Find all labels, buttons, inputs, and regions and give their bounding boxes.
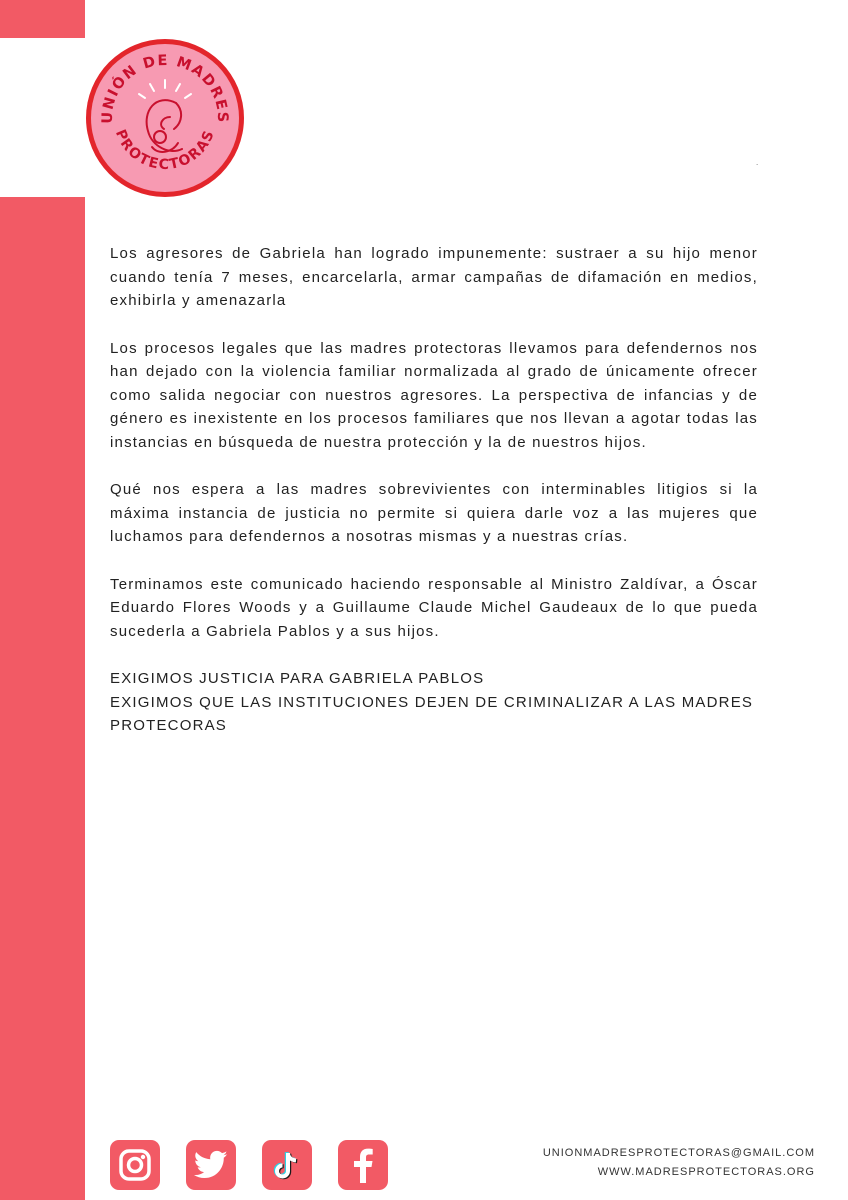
- paragraph-4: Terminamos este comunicado haciendo responsable al Ministro Zaldívar, a Óscar Eduardo Flores Woods y a Guillaume Claude Michel Gaudeaux de lo que pueda sucederla a Gabriela Pablos y a sus hijos.: [110, 575, 758, 640]
- facebook-icon: [352, 1147, 374, 1183]
- letter-body: [110, 242, 758, 738]
- facebook-button[interactable]: [338, 1140, 388, 1190]
- paragraph-2: Los procesos legales que las madres protectoras llevamos para defendernos nos han dejado con la violencia familiar normalizada al grado de únicamente ofrecer como salida negociar con nuestros agresores. La perspectiva de infancias y de género es inexistente en los procesos familiares que nos llevan a agotar todas las instancias en búsqueda de nuestra protección y la de nuestros hijos.: [110, 339, 758, 451]
- logo: [84, 37, 246, 199]
- sidebar-accent-top: [0, 0, 85, 38]
- contact-info: [543, 1144, 815, 1182]
- demand-2: EXIGIMOS QUE LAS INSTITUCIONES DEJEN DE CRIMINALIZAR A LAS MADRES PROTECORAS: [110, 693, 754, 734]
- social-links: [110, 1140, 388, 1190]
- page-marker: .: [756, 158, 759, 167]
- twitter-button[interactable]: [186, 1140, 236, 1190]
- contact-website[interactable]: WWW.MADRESPROTECTORAS.ORG: [597, 1166, 815, 1178]
- logo-title-bottom: PROTECTORAS: [111, 127, 219, 174]
- instagram-button[interactable]: [110, 1140, 160, 1190]
- demand-1: EXIGIMOS JUSTICIA PARA GABRIELA PABLOS: [110, 670, 485, 687]
- sidebar-accent: [0, 197, 85, 1200]
- paragraph-3: Qué nos espera a las madres sobrevivientes con interminables litigios si la máxima instancia de justicia no permite si quiera darle voz a las mujeres que luchamos para defendernos a nosotras mismas y a nuestras crías.: [110, 481, 758, 545]
- paragraph-1: Los agresores de Gabriela han logrado impunemente: sustraer a su hijo menor cuando tenía 7 meses, encarcelarla, armar campañas de difamación en medios, exhibirla y amenazarla: [110, 245, 758, 309]
- tiktok-button[interactable]: [262, 1140, 312, 1190]
- logo-title-top: UNIÓN DE MADRES: [99, 52, 231, 124]
- contact-email[interactable]: UNIONMADRESPROTECTORAS@GMAIL.COM: [542, 1147, 815, 1159]
- tiktok-icon: [271, 1148, 303, 1182]
- twitter-icon: [194, 1150, 228, 1180]
- instagram-icon: [118, 1148, 152, 1182]
